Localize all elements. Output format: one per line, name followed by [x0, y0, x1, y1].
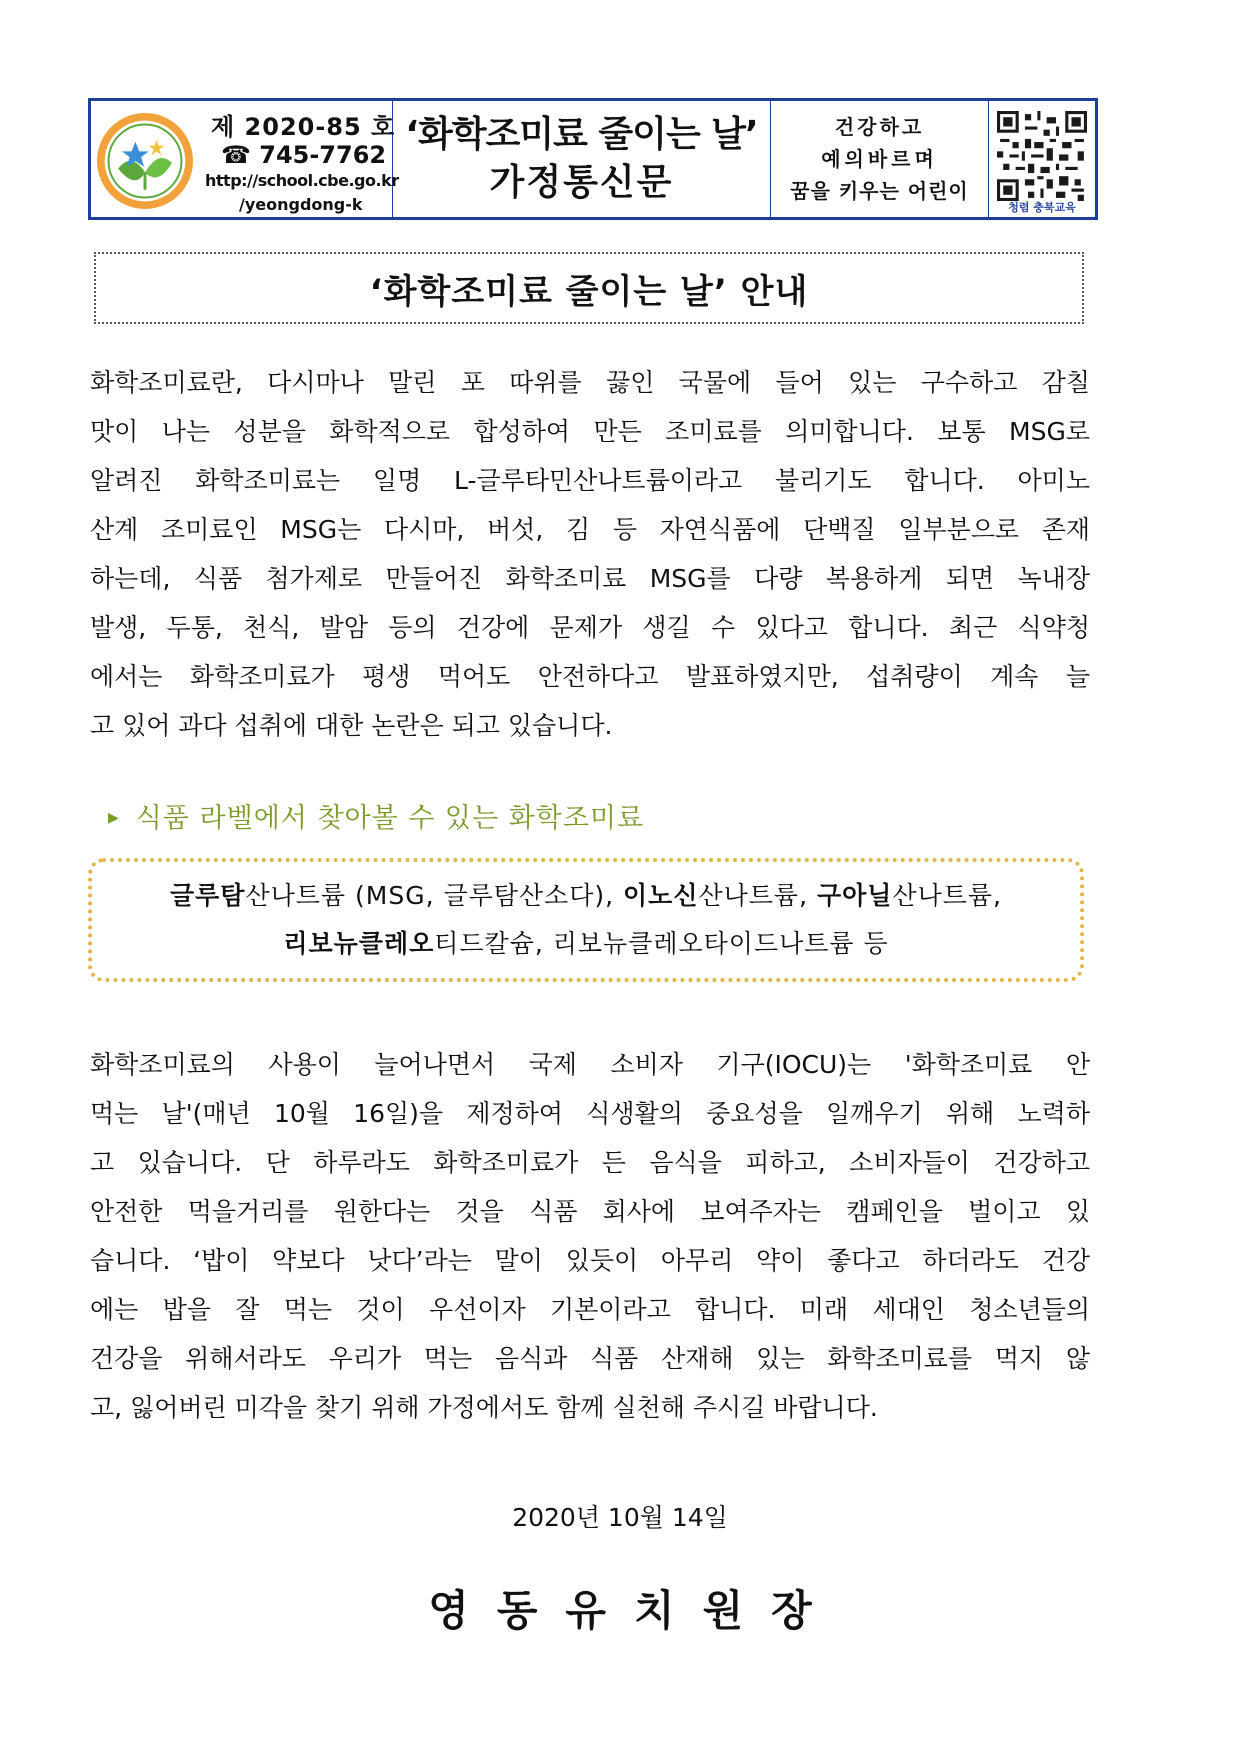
triangle-bullet-icon: ▶ — [108, 809, 120, 826]
motto-line: 꿈을 키우는 어린이 — [790, 179, 969, 203]
paragraph-line: 화학조미료란, 다시마나 말린 포 따위를 끓인 국물에 들어 있는 구수하고 감칠 — [90, 368, 1090, 397]
motto-line: 건강하고 — [834, 115, 925, 139]
paragraph-line: 하는데, 식품 첨가제로 만들어진 화학조미료 MSG를 다량 복용하게 되면 녹내장 — [90, 564, 1090, 593]
paragraph-line: 고 있습니다. 단 하루라도 화학조미료가 든 음식을 피하고, 소비자들이 건강하고 — [90, 1148, 1090, 1177]
phone-number: ☎ 745-7762 — [221, 141, 387, 169]
qr-code-icon[interactable] — [997, 111, 1087, 201]
issue-number: 제 2020-85 호 — [211, 113, 396, 141]
letterhead-info-cell — [91, 101, 399, 217]
letterhead-qr-cell — [989, 101, 1095, 217]
paragraph-line: 산계 조미료인 MSG는 다시마, 버섯, 김 등 자연식품에 단백질 일부분으로 존재 — [90, 515, 1090, 544]
ingredient-text: 티드칼슘, 리보뉴클레오타이드나트륨 등 — [434, 929, 889, 958]
signature: 영동유치원장 — [428, 1586, 840, 1635]
paragraph-line: 에는 밥을 잘 먹는 것이 우선이자 기본이라고 합니다. 미래 세대인 청소년들의 — [90, 1295, 1090, 1324]
letterhead — [88, 98, 1098, 220]
ingredient-text: 산나트륨 (MSG, 글루탐산소다), — [245, 881, 624, 910]
paragraph-line: 발생, 두통, 천식, 발암 등의 건강에 문제가 생길 수 있다고 합니다. 최근 식약청 — [90, 613, 1090, 642]
paragraph-line: 에서는 화학조미료가 평생 먹어도 안전하다고 발표하였지만, 섭취량이 계속 늘 — [90, 662, 1090, 691]
newsletter-type: 가정통신문 — [489, 162, 674, 203]
issue-date: 2020년 10월 14일 — [512, 1503, 728, 1532]
paragraph-line: 건강을 위해서라도 우리가 먹는 음식과 식품 산재해 있는 화학조미료를 먹지 않 — [90, 1344, 1090, 1373]
intro-paragraph — [90, 358, 1090, 750]
ingredients-line — [170, 872, 1002, 920]
paragraph-line: 맛이 나는 성분을 화학적으로 합성하여 만든 조미료를 의미합니다. 보통 MSG로 — [90, 417, 1090, 446]
letterhead-motto-cell — [771, 101, 989, 217]
paragraph-line: 알려진 화학조미료는 일명 L-글루타민산나트륨이라고 불리기도 합니다. 아미노 — [90, 466, 1090, 495]
school-logo-icon — [97, 113, 193, 209]
ingredients-line — [283, 920, 888, 968]
ingredient-emphasis: 글루탐 — [170, 881, 246, 910]
newsletter-title: ‘화학조미료 줄이는 날’ — [405, 114, 758, 155]
label-ingredients-box — [88, 858, 1084, 982]
campaign-paragraph — [90, 1040, 1090, 1432]
ingredient-emphasis: 리보뉴클레오 — [283, 929, 435, 958]
section-subheading — [108, 796, 644, 835]
motto-line: 예의바르며 — [821, 147, 938, 171]
subheading-text: 식품 라벨에서 찾아볼 수 있는 화학조미료 — [135, 803, 645, 834]
paragraph-line: 습니다. ‘밥이 약보다 낫다’라는 말이 있듯이 아무리 약이 좋다고 하더라도 건강 — [90, 1246, 1090, 1275]
paragraph-line: 화학조미료의 사용이 늘어나면서 국제 소비자 기구(IOCU)는 '화학조미료 안 — [90, 1050, 1090, 1079]
letterhead-title-cell — [393, 101, 771, 217]
school-url-path[interactable]: /yeongdong-k — [239, 195, 363, 214]
school-url[interactable]: http://school.cbe.go.kr — [205, 171, 399, 190]
paragraph-line: 먹는 날'(매년 10월 16일)을 제정하여 식생활의 중요성을 일깨우기 위해 노력하 — [90, 1099, 1090, 1128]
paragraph-line: 안전한 먹을거리를 원한다는 것을 식품 회사에 보여주자는 캠페인을 벌이고 있 — [90, 1197, 1090, 1226]
qr-caption: 청렴 충북교육 — [1008, 201, 1076, 214]
paragraph-line: 고 있어 과다 섭취에 대한 논란은 되고 있습니다. — [90, 711, 613, 740]
paragraph-line: 고, 잃어버린 미각을 찾기 위해 가정에서도 함께 실천해 주시길 바랍니다. — [90, 1393, 878, 1422]
ingredient-text: 산나트륨, — [892, 881, 1002, 910]
notice-title: ‘화학조미료 줄이는 날’ 안내 — [94, 252, 1084, 324]
ingredient-text: 산나트륨, — [698, 881, 817, 910]
ingredient-emphasis: 구아닐 — [816, 881, 893, 910]
ingredient-emphasis: 이노신 — [623, 881, 699, 910]
